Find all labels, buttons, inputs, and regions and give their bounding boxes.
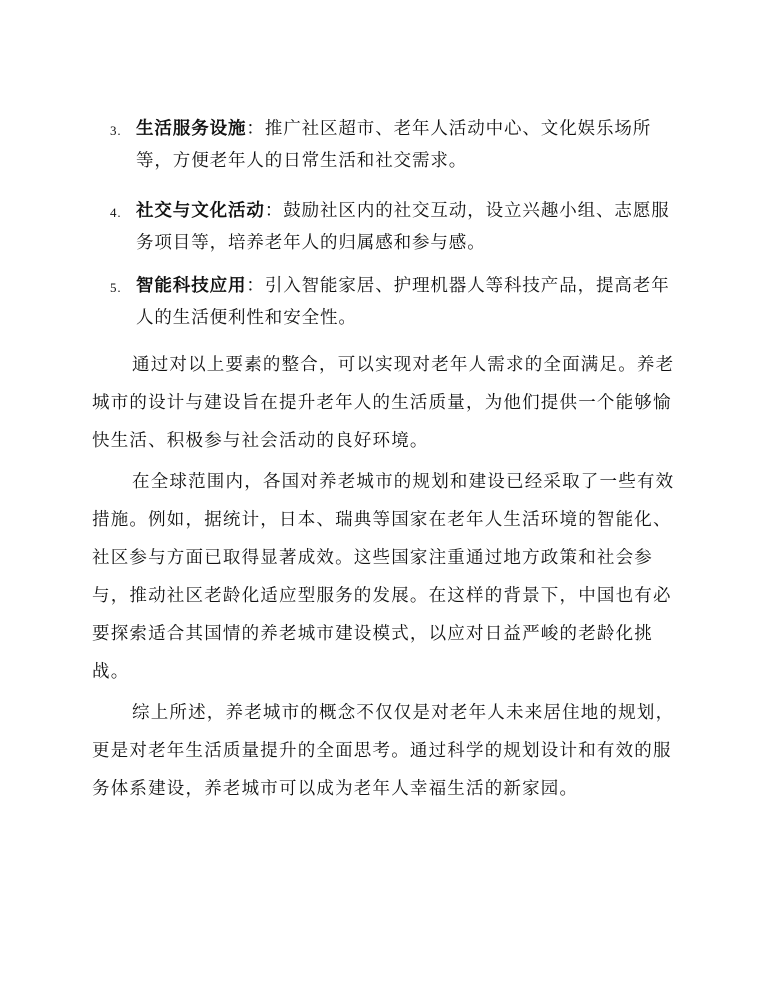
- list-item-colon: ：: [246, 119, 265, 139]
- list-item-text: [136, 195, 670, 259]
- list-item-body: 引入智能家居、护理机器人等科技产品，提高老年人的生活便利性和安全性。: [136, 276, 670, 328]
- list-item: [110, 113, 670, 177]
- body-paragraph: 通过对以上要素的整合，可以实现对老年人需求的全面满足。养老城市的设计与建设旨在提升老年人的生活质量，为他们提供一个能够愉快生活、积极参与社会活动的良好环境。: [92, 355, 675, 451]
- list-number: 5.: [110, 280, 122, 295]
- list-item-title: 智能科技应用: [136, 276, 247, 296]
- list-item: [110, 270, 670, 334]
- list-item-title: 社交与文化活动: [136, 201, 265, 221]
- list-item-colon: ：: [246, 276, 265, 296]
- list-item: [110, 195, 670, 259]
- list-item-title: 生活服务设施: [136, 119, 247, 139]
- body-paragraph: 综上所述，养老城市的概念不仅仅是对老年人未来居住地的规划，更是对老年生活质量提升的全面思考。通过科学的规划设计和有效的服务体系建设，养老城市可以成为老年人幸福生活的新家园。: [92, 703, 675, 799]
- list-item-text: [136, 270, 670, 334]
- list-item-text: [136, 113, 670, 177]
- list-item-body: 推广社区超市、老年人活动中心、文化娱乐场所等，方便老年人的日常生活和社交需求。: [136, 119, 652, 171]
- body-paragraph: 在全球范围内，各国对养老城市的规划和建设已经采取了一些有效措施。例如，据统计，日本、瑞典等国家在老年人生活环境的智能化、社区参与方面已取得显著成效。这些国家注重通过地方政策和社会参与，推动社区老龄化适应型服务的发展。在这样的背景下，中国也有必要探索适合其国情的养老城市建设模式，以应对日益严峻的老龄化挑战。: [92, 472, 675, 682]
- list-number: 4.: [110, 205, 122, 220]
- list-item-colon: ：: [264, 201, 284, 221]
- list-number: 3.: [110, 123, 122, 138]
- list-item-body: 鼓励社区内的社交互动，设立兴趣小组、志愿服务项目等，培养老年人的归属感和参与感。: [136, 201, 670, 253]
